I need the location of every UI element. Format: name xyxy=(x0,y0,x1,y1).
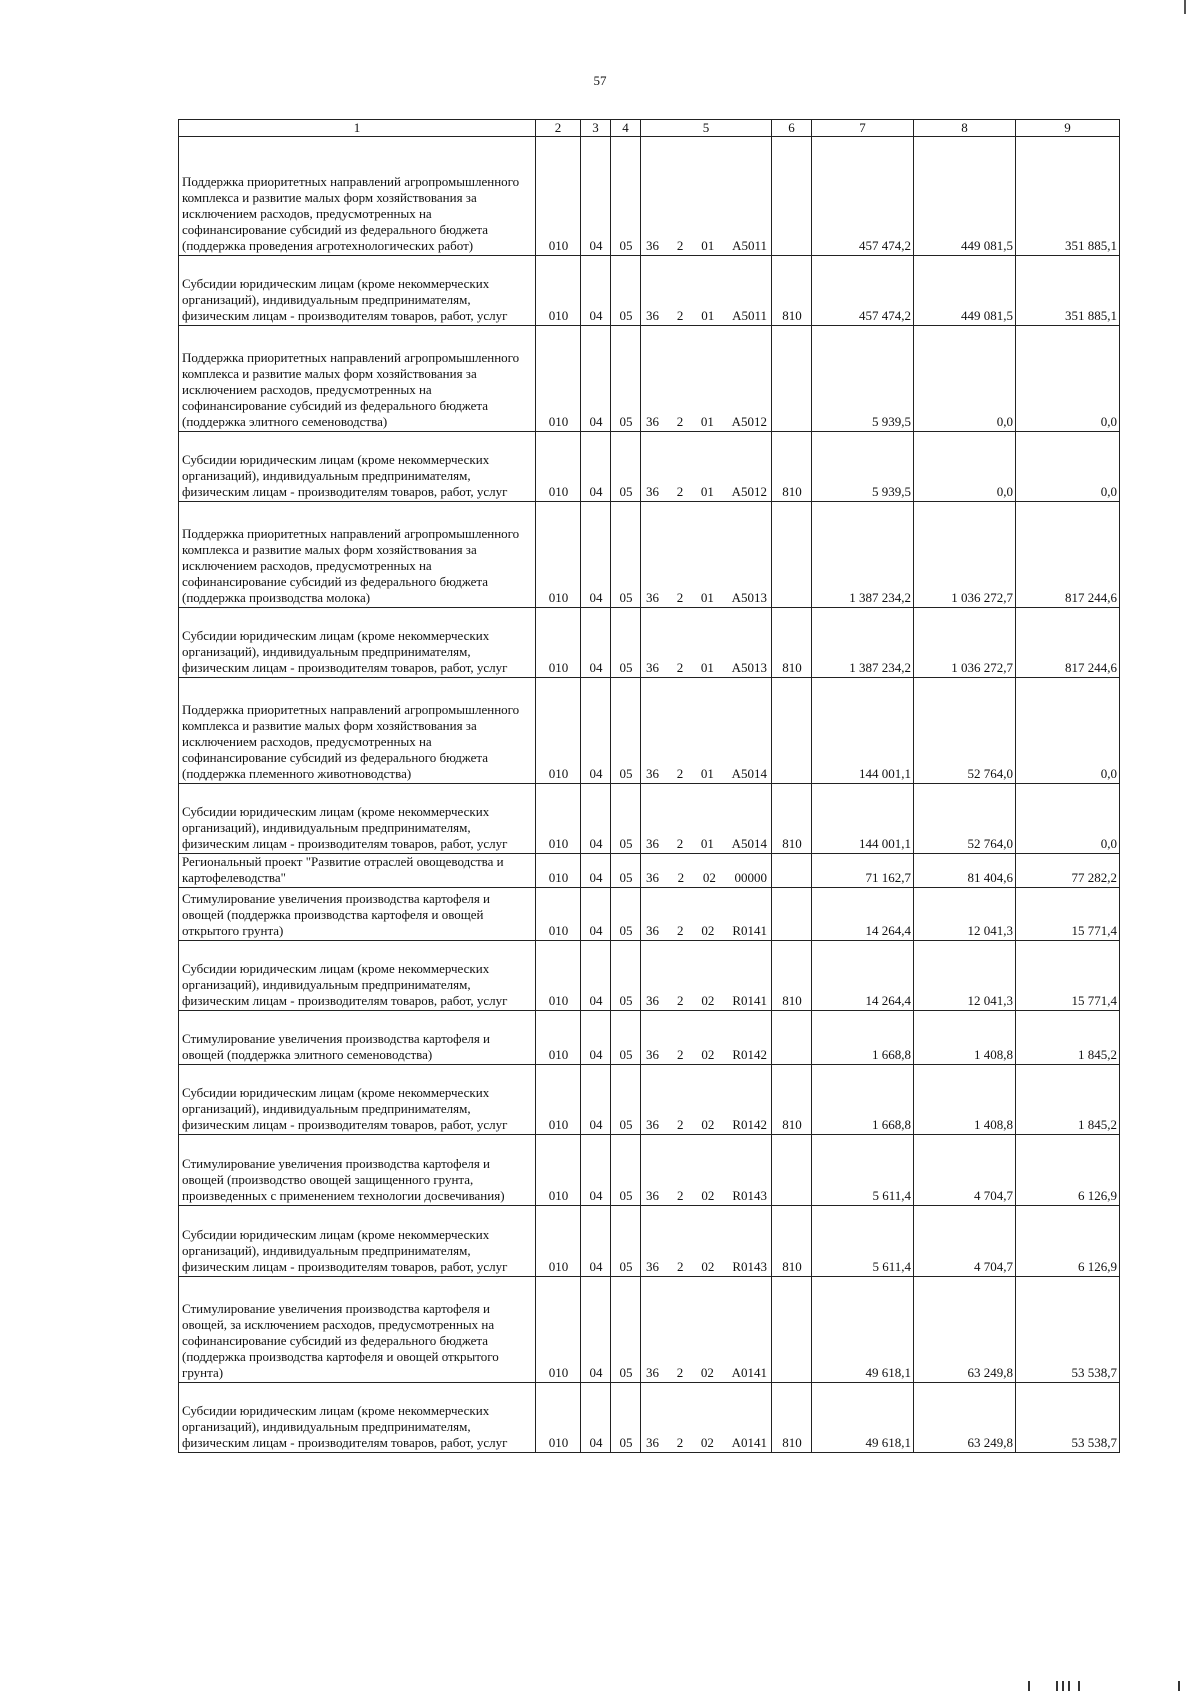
amount-col-8: 12 041,3 xyxy=(914,941,1016,1011)
table-row xyxy=(179,608,1120,678)
target-article-code xyxy=(641,678,772,784)
ministry-code: 010 xyxy=(536,888,581,941)
target-article-code xyxy=(641,502,772,608)
amount-col-7: 1 387 234,2 xyxy=(812,608,914,678)
target-article-part: 36 xyxy=(646,1047,659,1062)
subsection-code: 05 xyxy=(611,888,641,941)
target-article-code xyxy=(641,941,772,1011)
target-article-code xyxy=(641,1277,772,1383)
section-code: 04 xyxy=(581,1277,611,1383)
target-article-part: 36 xyxy=(646,766,659,781)
amount-col-8: 449 081,5 xyxy=(914,137,1016,256)
amount-col-7: 71 162,7 xyxy=(812,854,914,888)
column-number: 3 xyxy=(581,120,611,137)
amount-col-9: 53 538,7 xyxy=(1016,1383,1120,1453)
column-number: 1 xyxy=(179,120,536,137)
target-article-part: 2 xyxy=(676,1365,684,1380)
expense-type-code: 810 xyxy=(772,256,812,326)
section-code: 04 xyxy=(581,854,611,888)
ministry-code: 010 xyxy=(536,1206,581,1277)
amount-col-8: 1 408,8 xyxy=(914,1011,1016,1065)
amount-col-9: 53 538,7 xyxy=(1016,1277,1120,1383)
section-code: 04 xyxy=(581,608,611,678)
target-article-part: 2 xyxy=(676,766,684,781)
row-name: Субсидии юридическим лицам (кроме некоммерческих организаций), индивидуальным предпринимателям, физическим лицам - производителям товаров, работ, услуг xyxy=(179,1065,536,1135)
table-row xyxy=(179,784,1120,854)
target-article-part: 36 xyxy=(646,660,659,675)
target-article-part: 36 xyxy=(646,590,659,605)
target-article-part: 01 xyxy=(700,414,714,429)
target-article-part: A5012 xyxy=(731,484,767,499)
column-number: 4 xyxy=(611,120,641,137)
amount-col-8: 449 081,5 xyxy=(914,256,1016,326)
amount-col-9: 351 885,1 xyxy=(1016,256,1120,326)
amount-col-9: 6 126,9 xyxy=(1016,1135,1120,1206)
target-article-part: 01 xyxy=(700,836,714,851)
amount-col-7: 49 618,1 xyxy=(812,1277,914,1383)
subsection-code: 05 xyxy=(611,1135,641,1206)
table-row xyxy=(179,888,1120,941)
table-row xyxy=(179,1135,1120,1206)
row-name: Субсидии юридическим лицам (кроме некоммерческих организаций), индивидуальным предпринимателям, физическим лицам - производителям товаров, работ, услуг xyxy=(179,1383,536,1453)
target-article-part: A5012 xyxy=(731,414,767,429)
ministry-code: 010 xyxy=(536,1065,581,1135)
subsection-code: 05 xyxy=(611,1277,641,1383)
target-article-part: 36 xyxy=(646,993,659,1008)
row-name: Поддержка приоритетных направлений агропромышленного комплекса и развитие малых форм хозяйствования за исключением расходов, предусмотренных на софинансирование субсидий из федерального бюджета (поддержка элитного семеноводства) xyxy=(179,326,536,432)
ministry-code: 010 xyxy=(536,502,581,608)
target-article-part: 2 xyxy=(676,1117,684,1132)
target-article-part: 36 xyxy=(646,414,659,429)
amount-col-8: 1 036 272,7 xyxy=(914,608,1016,678)
target-article-code xyxy=(641,888,772,941)
ministry-code: 010 xyxy=(536,137,581,256)
amount-col-8: 63 249,8 xyxy=(914,1277,1016,1383)
subsection-code: 05 xyxy=(611,941,641,1011)
table-row xyxy=(179,502,1120,608)
expense-type-code xyxy=(772,888,812,941)
amount-col-9: 6 126,9 xyxy=(1016,1206,1120,1277)
ministry-code: 010 xyxy=(536,256,581,326)
target-article-part: 2 xyxy=(676,308,684,323)
ministry-code: 010 xyxy=(536,941,581,1011)
section-code: 04 xyxy=(581,502,611,608)
table-row xyxy=(179,941,1120,1011)
section-code: 04 xyxy=(581,137,611,256)
target-article-part: 2 xyxy=(676,923,684,938)
target-article-part: 2 xyxy=(676,836,684,851)
amount-col-8: 81 404,6 xyxy=(914,854,1016,888)
target-article-part: 36 xyxy=(646,1365,659,1380)
subsection-code: 05 xyxy=(611,854,641,888)
row-name: Субсидии юридическим лицам (кроме некоммерческих организаций), индивидуальным предпринимателям, физическим лицам - производителям товаров, работ, услуг xyxy=(179,784,536,854)
target-article-part: 36 xyxy=(646,1117,659,1132)
target-article-code xyxy=(641,608,772,678)
amount-col-7: 1 668,8 xyxy=(812,1011,914,1065)
target-article-part: A0141 xyxy=(731,1435,767,1450)
amount-col-7: 457 474,2 xyxy=(812,256,914,326)
target-article-part: 2 xyxy=(676,660,684,675)
target-article-part: 01 xyxy=(700,766,714,781)
amount-col-9: 817 244,6 xyxy=(1016,502,1120,608)
row-name: Стимулирование увеличения производства картофеля и овощей (поддержка элитного семеноводства) xyxy=(179,1011,536,1065)
subsection-code: 05 xyxy=(611,502,641,608)
target-article-part: 01 xyxy=(701,308,715,323)
section-code: 04 xyxy=(581,1065,611,1135)
target-article-part: A5011 xyxy=(732,238,767,253)
target-article-part: A5013 xyxy=(731,590,767,605)
ministry-code: 010 xyxy=(536,326,581,432)
ministry-code: 010 xyxy=(536,854,581,888)
amount-col-7: 5 611,4 xyxy=(812,1135,914,1206)
amount-col-7: 14 264,4 xyxy=(812,888,914,941)
section-code: 04 xyxy=(581,326,611,432)
expense-type-code xyxy=(772,502,812,608)
target-article-part: 02 xyxy=(700,1365,714,1380)
target-article-code xyxy=(641,137,772,256)
target-article-code xyxy=(641,256,772,326)
target-article-part: 02 xyxy=(701,1117,715,1132)
table-row xyxy=(179,1011,1120,1065)
target-article-code xyxy=(641,784,772,854)
expense-type-code xyxy=(772,1277,812,1383)
target-article-part: 2 xyxy=(676,1188,684,1203)
target-article-part: R0141 xyxy=(732,923,767,938)
amount-col-9: 0,0 xyxy=(1016,326,1120,432)
section-code: 04 xyxy=(581,1383,611,1453)
target-article-part: 36 xyxy=(646,836,659,851)
target-article-part: 2 xyxy=(676,590,684,605)
subsection-code: 05 xyxy=(611,326,641,432)
amount-col-7: 1 668,8 xyxy=(812,1065,914,1135)
section-code: 04 xyxy=(581,432,611,502)
subsection-code: 05 xyxy=(611,678,641,784)
amount-col-8: 1 036 272,7 xyxy=(914,502,1016,608)
row-name: Стимулирование увеличения производства картофеля и овощей (производство овощей защищенного грунта, произведенных с применением технологии досвечивания) xyxy=(179,1135,536,1206)
expense-type-code: 810 xyxy=(772,1383,812,1453)
amount-col-7: 5 611,4 xyxy=(812,1206,914,1277)
column-number-row xyxy=(179,120,1120,137)
target-article-part: 36 xyxy=(646,1188,659,1203)
subsection-code: 05 xyxy=(611,256,641,326)
ministry-code: 010 xyxy=(536,608,581,678)
amount-col-9: 1 845,2 xyxy=(1016,1065,1120,1135)
table-row xyxy=(179,137,1120,256)
table-row xyxy=(179,678,1120,784)
target-article-part: A5013 xyxy=(731,660,767,675)
target-article-part: 36 xyxy=(646,1259,659,1274)
target-article-part: 2 xyxy=(676,238,684,253)
section-code: 04 xyxy=(581,941,611,1011)
expense-type-code: 810 xyxy=(772,1206,812,1277)
subsection-code: 05 xyxy=(611,432,641,502)
target-article-part: R0143 xyxy=(732,1188,767,1203)
amount-col-8: 4 704,7 xyxy=(914,1135,1016,1206)
amount-col-8: 63 249,8 xyxy=(914,1383,1016,1453)
scan-marks xyxy=(1028,1679,1188,1691)
row-name: Субсидии юридическим лицам (кроме некоммерческих организаций), индивидуальным предпринимателям, физическим лицам - производителям товаров, работ, услуг xyxy=(179,608,536,678)
target-article-part: 01 xyxy=(700,590,714,605)
amount-col-8: 0,0 xyxy=(914,432,1016,502)
ministry-code: 010 xyxy=(536,1135,581,1206)
table-row xyxy=(179,1383,1120,1453)
amount-col-7: 49 618,1 xyxy=(812,1383,914,1453)
section-code: 04 xyxy=(581,888,611,941)
subsection-code: 05 xyxy=(611,608,641,678)
target-article-part: 00000 xyxy=(734,870,767,885)
amount-col-7: 14 264,4 xyxy=(812,941,914,1011)
amount-col-8: 1 408,8 xyxy=(914,1065,1016,1135)
ministry-code: 010 xyxy=(536,678,581,784)
target-article-part: 2 xyxy=(676,1259,684,1274)
row-name: Стимулирование увеличения производства картофеля и овощей, за исключением расходов, предусмотренных на софинансирование субсидий из федерального бюджета (поддержка производства картофеля и овощей открытого грунта) xyxy=(179,1277,536,1383)
subsection-code: 05 xyxy=(611,1011,641,1065)
target-article-part: 02 xyxy=(701,993,715,1008)
target-article-part: 01 xyxy=(701,238,715,253)
table-row xyxy=(179,256,1120,326)
amount-col-7: 144 001,1 xyxy=(812,678,914,784)
target-article-part: 36 xyxy=(646,308,659,323)
target-article-code xyxy=(641,326,772,432)
target-article-part: 2 xyxy=(676,414,684,429)
ministry-code: 010 xyxy=(536,1011,581,1065)
target-article-part: R0142 xyxy=(732,1047,767,1062)
subsection-code: 05 xyxy=(611,1065,641,1135)
amount-col-9: 817 244,6 xyxy=(1016,608,1120,678)
target-article-part: R0143 xyxy=(732,1259,767,1274)
target-article-code xyxy=(641,1135,772,1206)
target-article-part: 36 xyxy=(646,238,659,253)
table-row xyxy=(179,432,1120,502)
column-number: 2 xyxy=(536,120,581,137)
section-code: 04 xyxy=(581,1011,611,1065)
target-article-part: 36 xyxy=(646,923,659,938)
target-article-part: A5014 xyxy=(731,836,767,851)
row-name: Субсидии юридическим лицам (кроме некоммерческих организаций), индивидуальным предпринимателям, физическим лицам - производителям товаров, работ, услуг xyxy=(179,432,536,502)
amount-col-7: 1 387 234,2 xyxy=(812,502,914,608)
expense-type-code xyxy=(772,326,812,432)
amount-col-9: 0,0 xyxy=(1016,784,1120,854)
target-article-part: 2 xyxy=(677,870,685,885)
column-number: 8 xyxy=(914,120,1016,137)
column-number: 7 xyxy=(812,120,914,137)
target-article-part: 02 xyxy=(701,923,715,938)
target-article-part: 2 xyxy=(676,1047,684,1062)
target-article-part: 36 xyxy=(646,1435,659,1450)
section-code: 04 xyxy=(581,784,611,854)
budget-table xyxy=(178,119,1120,1453)
row-name: Субсидии юридическим лицам (кроме некоммерческих организаций), индивидуальным предпринимателям, физическим лицам - производителям товаров, работ, услуг xyxy=(179,256,536,326)
target-article-part: R0141 xyxy=(732,993,767,1008)
amount-col-9: 0,0 xyxy=(1016,432,1120,502)
ministry-code: 010 xyxy=(536,1277,581,1383)
scan-mark xyxy=(1184,0,1186,14)
section-code: 04 xyxy=(581,256,611,326)
row-name: Субсидии юридическим лицам (кроме некоммерческих организаций), индивидуальным предпринимателям, физическим лицам - производителям товаров, работ, услуг xyxy=(179,1206,536,1277)
target-article-part: 01 xyxy=(700,484,714,499)
subsection-code: 05 xyxy=(611,137,641,256)
target-article-code xyxy=(641,1011,772,1065)
target-article-part: 02 xyxy=(701,1047,715,1062)
row-name: Субсидии юридическим лицам (кроме некоммерческих организаций), индивидуальным предпринимателям, физическим лицам - производителям товаров, работ, услуг xyxy=(179,941,536,1011)
table-body xyxy=(179,137,1120,1453)
expense-type-code xyxy=(772,1135,812,1206)
expense-type-code: 810 xyxy=(772,784,812,854)
expense-type-code xyxy=(772,137,812,256)
column-number: 9 xyxy=(1016,120,1120,137)
expense-type-code: 810 xyxy=(772,1065,812,1135)
target-article-part: 02 xyxy=(701,1188,715,1203)
target-article-code xyxy=(641,1065,772,1135)
expense-type-code: 810 xyxy=(772,941,812,1011)
table-row xyxy=(179,1206,1120,1277)
row-name: Поддержка приоритетных направлений агропромышленного комплекса и развитие малых форм хозяйствования за исключением расходов, предусмотренных на софинансирование субсидий из федерального бюджета (поддержка племенного животноводства) xyxy=(179,678,536,784)
row-name: Поддержка приоритетных направлений агропромышленного комплекса и развитие малых форм хозяйствования за исключением расходов, предусмотренных на софинансирование субсидий из федерального бюджета (поддержка производства молока) xyxy=(179,502,536,608)
target-article-code xyxy=(641,1383,772,1453)
target-article-code xyxy=(641,432,772,502)
target-article-part: 36 xyxy=(646,870,659,885)
section-code: 04 xyxy=(581,1135,611,1206)
target-article-part: 2 xyxy=(676,484,684,499)
amount-col-9: 0,0 xyxy=(1016,678,1120,784)
expense-type-code: 810 xyxy=(772,608,812,678)
expense-type-code: 810 xyxy=(772,432,812,502)
expense-type-code xyxy=(772,854,812,888)
target-article-part: A5011 xyxy=(732,308,767,323)
amount-col-7: 457 474,2 xyxy=(812,137,914,256)
target-article-part: 02 xyxy=(700,1435,714,1450)
amount-col-9: 77 282,2 xyxy=(1016,854,1120,888)
target-article-part: 01 xyxy=(700,660,714,675)
table-row xyxy=(179,1065,1120,1135)
amount-col-7: 144 001,1 xyxy=(812,784,914,854)
row-name: Поддержка приоритетных направлений агропромышленного комплекса и развитие малых форм хозяйствования за исключением расходов, предусмотренных на софинансирование субсидий из федерального бюджета (поддержка проведения агротехнологических работ) xyxy=(179,137,536,256)
amount-col-7: 5 939,5 xyxy=(812,432,914,502)
target-article-part: 02 xyxy=(701,1259,715,1274)
column-number: 5 xyxy=(641,120,772,137)
amount-col-9: 351 885,1 xyxy=(1016,137,1120,256)
amount-col-7: 5 939,5 xyxy=(812,326,914,432)
ministry-code: 010 xyxy=(536,784,581,854)
amount-col-8: 0,0 xyxy=(914,326,1016,432)
expense-type-code xyxy=(772,678,812,784)
amount-col-8: 4 704,7 xyxy=(914,1206,1016,1277)
target-article-part: 2 xyxy=(676,993,684,1008)
table-row xyxy=(179,326,1120,432)
page-number: 57 xyxy=(593,73,607,88)
subsection-code: 05 xyxy=(611,1383,641,1453)
row-name: Стимулирование увеличения производства картофеля и овощей (поддержка производства картофеля и овощей открытого грунта) xyxy=(179,888,536,941)
amount-col-9: 15 771,4 xyxy=(1016,941,1120,1011)
target-article-part: A0141 xyxy=(731,1365,767,1380)
amount-col-8: 52 764,0 xyxy=(914,678,1016,784)
ministry-code: 010 xyxy=(536,432,581,502)
target-article-code xyxy=(641,854,772,888)
column-number: 6 xyxy=(772,120,812,137)
section-code: 04 xyxy=(581,678,611,784)
target-article-part: 02 xyxy=(702,870,716,885)
amount-col-9: 1 845,2 xyxy=(1016,1011,1120,1065)
row-name: Региональный проект "Развитие отраслей овощеводства и картофелеводства" xyxy=(179,854,536,888)
target-article-part: R0142 xyxy=(732,1117,767,1132)
target-article-part: A5014 xyxy=(731,766,767,781)
subsection-code: 05 xyxy=(611,1206,641,1277)
amount-col-8: 12 041,3 xyxy=(914,888,1016,941)
section-code: 04 xyxy=(581,1206,611,1277)
table-row xyxy=(179,854,1120,888)
amount-col-9: 15 771,4 xyxy=(1016,888,1120,941)
target-article-part: 2 xyxy=(676,1435,684,1450)
target-article-code xyxy=(641,1206,772,1277)
ministry-code: 010 xyxy=(536,1383,581,1453)
expense-type-code xyxy=(772,1011,812,1065)
target-article-part: 36 xyxy=(646,484,659,499)
table-row xyxy=(179,1277,1120,1383)
subsection-code: 05 xyxy=(611,784,641,854)
amount-col-8: 52 764,0 xyxy=(914,784,1016,854)
